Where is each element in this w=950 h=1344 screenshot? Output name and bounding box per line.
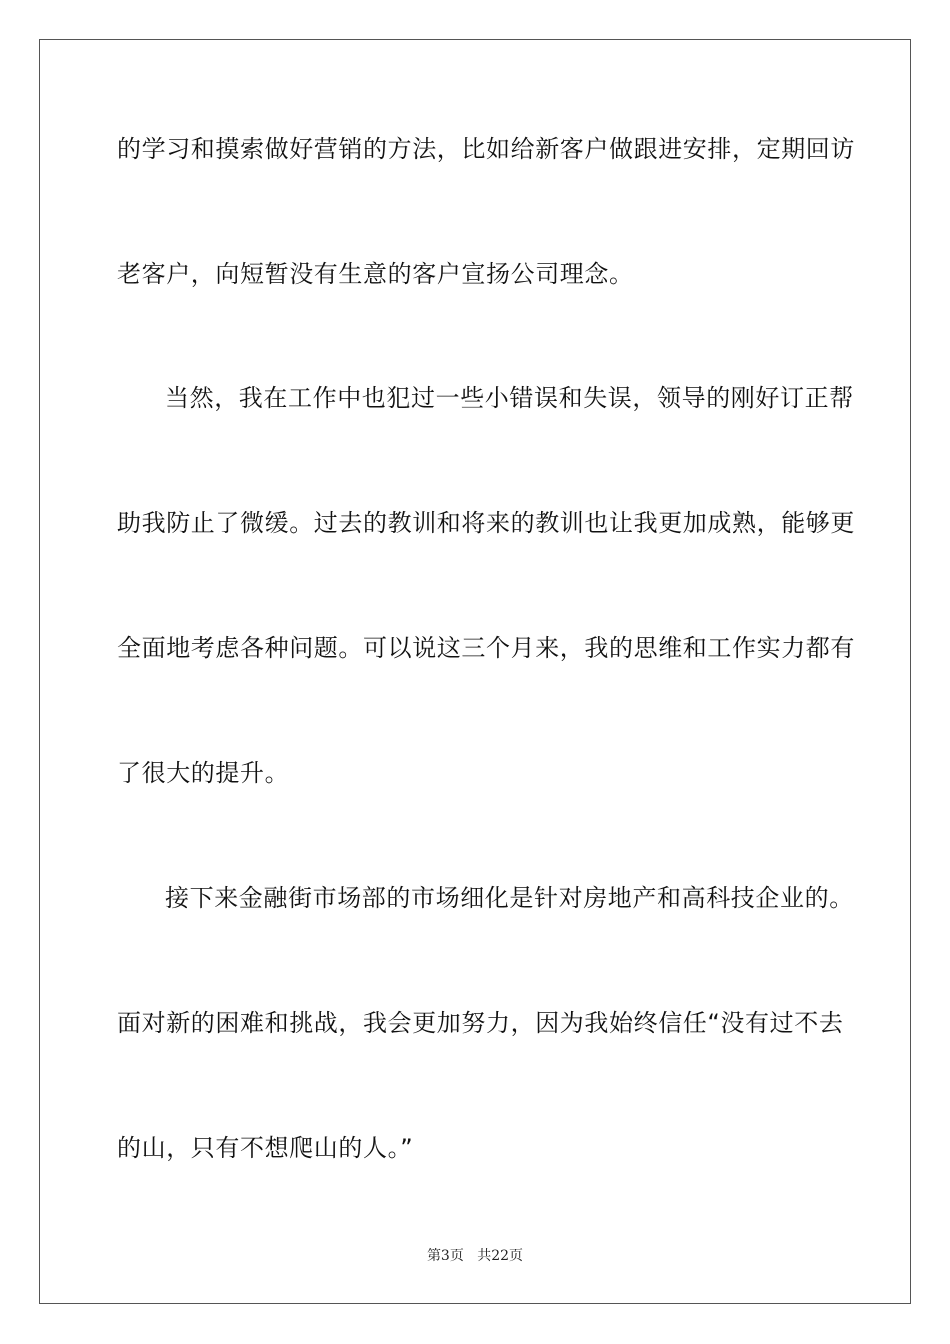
text-line: 接下来金融街市场部的市场细化是针对房地产和高科技企业的。: [165, 884, 854, 912]
footer-separator: [464, 1248, 477, 1264]
total-pages-label: 共22页: [477, 1248, 524, 1264]
text-line: 助我防止了微缓。过去的教训和将来的教训也让我更加成熟，能够更: [117, 509, 855, 537]
text-line: 全面地考虑各种问题。可以说这三个月来，我的思维和工作实力都有: [117, 634, 855, 662]
text-line: 老客户，向短暂没有生意的客户宣扬公司理念。: [117, 260, 634, 288]
page-footer: [0, 1247, 950, 1265]
text-line: 了很大的提升。: [117, 759, 290, 787]
text-line: 的学习和摸索做好营销的方法，比如给新客户做跟进安排，定期回访: [117, 135, 855, 163]
text-line: 当然，我在工作中也犯过一些小错误和失误，领导的刚好订正帮: [165, 384, 854, 412]
text-line: 的山，只有不想爬山的人。”: [117, 1134, 414, 1162]
page-border: [39, 39, 911, 1304]
text-line: 面对新的困难和挑战，我会更加努力，因为我始终信任“没有过不去: [117, 1009, 844, 1037]
current-page-label: 第3页: [426, 1248, 464, 1264]
